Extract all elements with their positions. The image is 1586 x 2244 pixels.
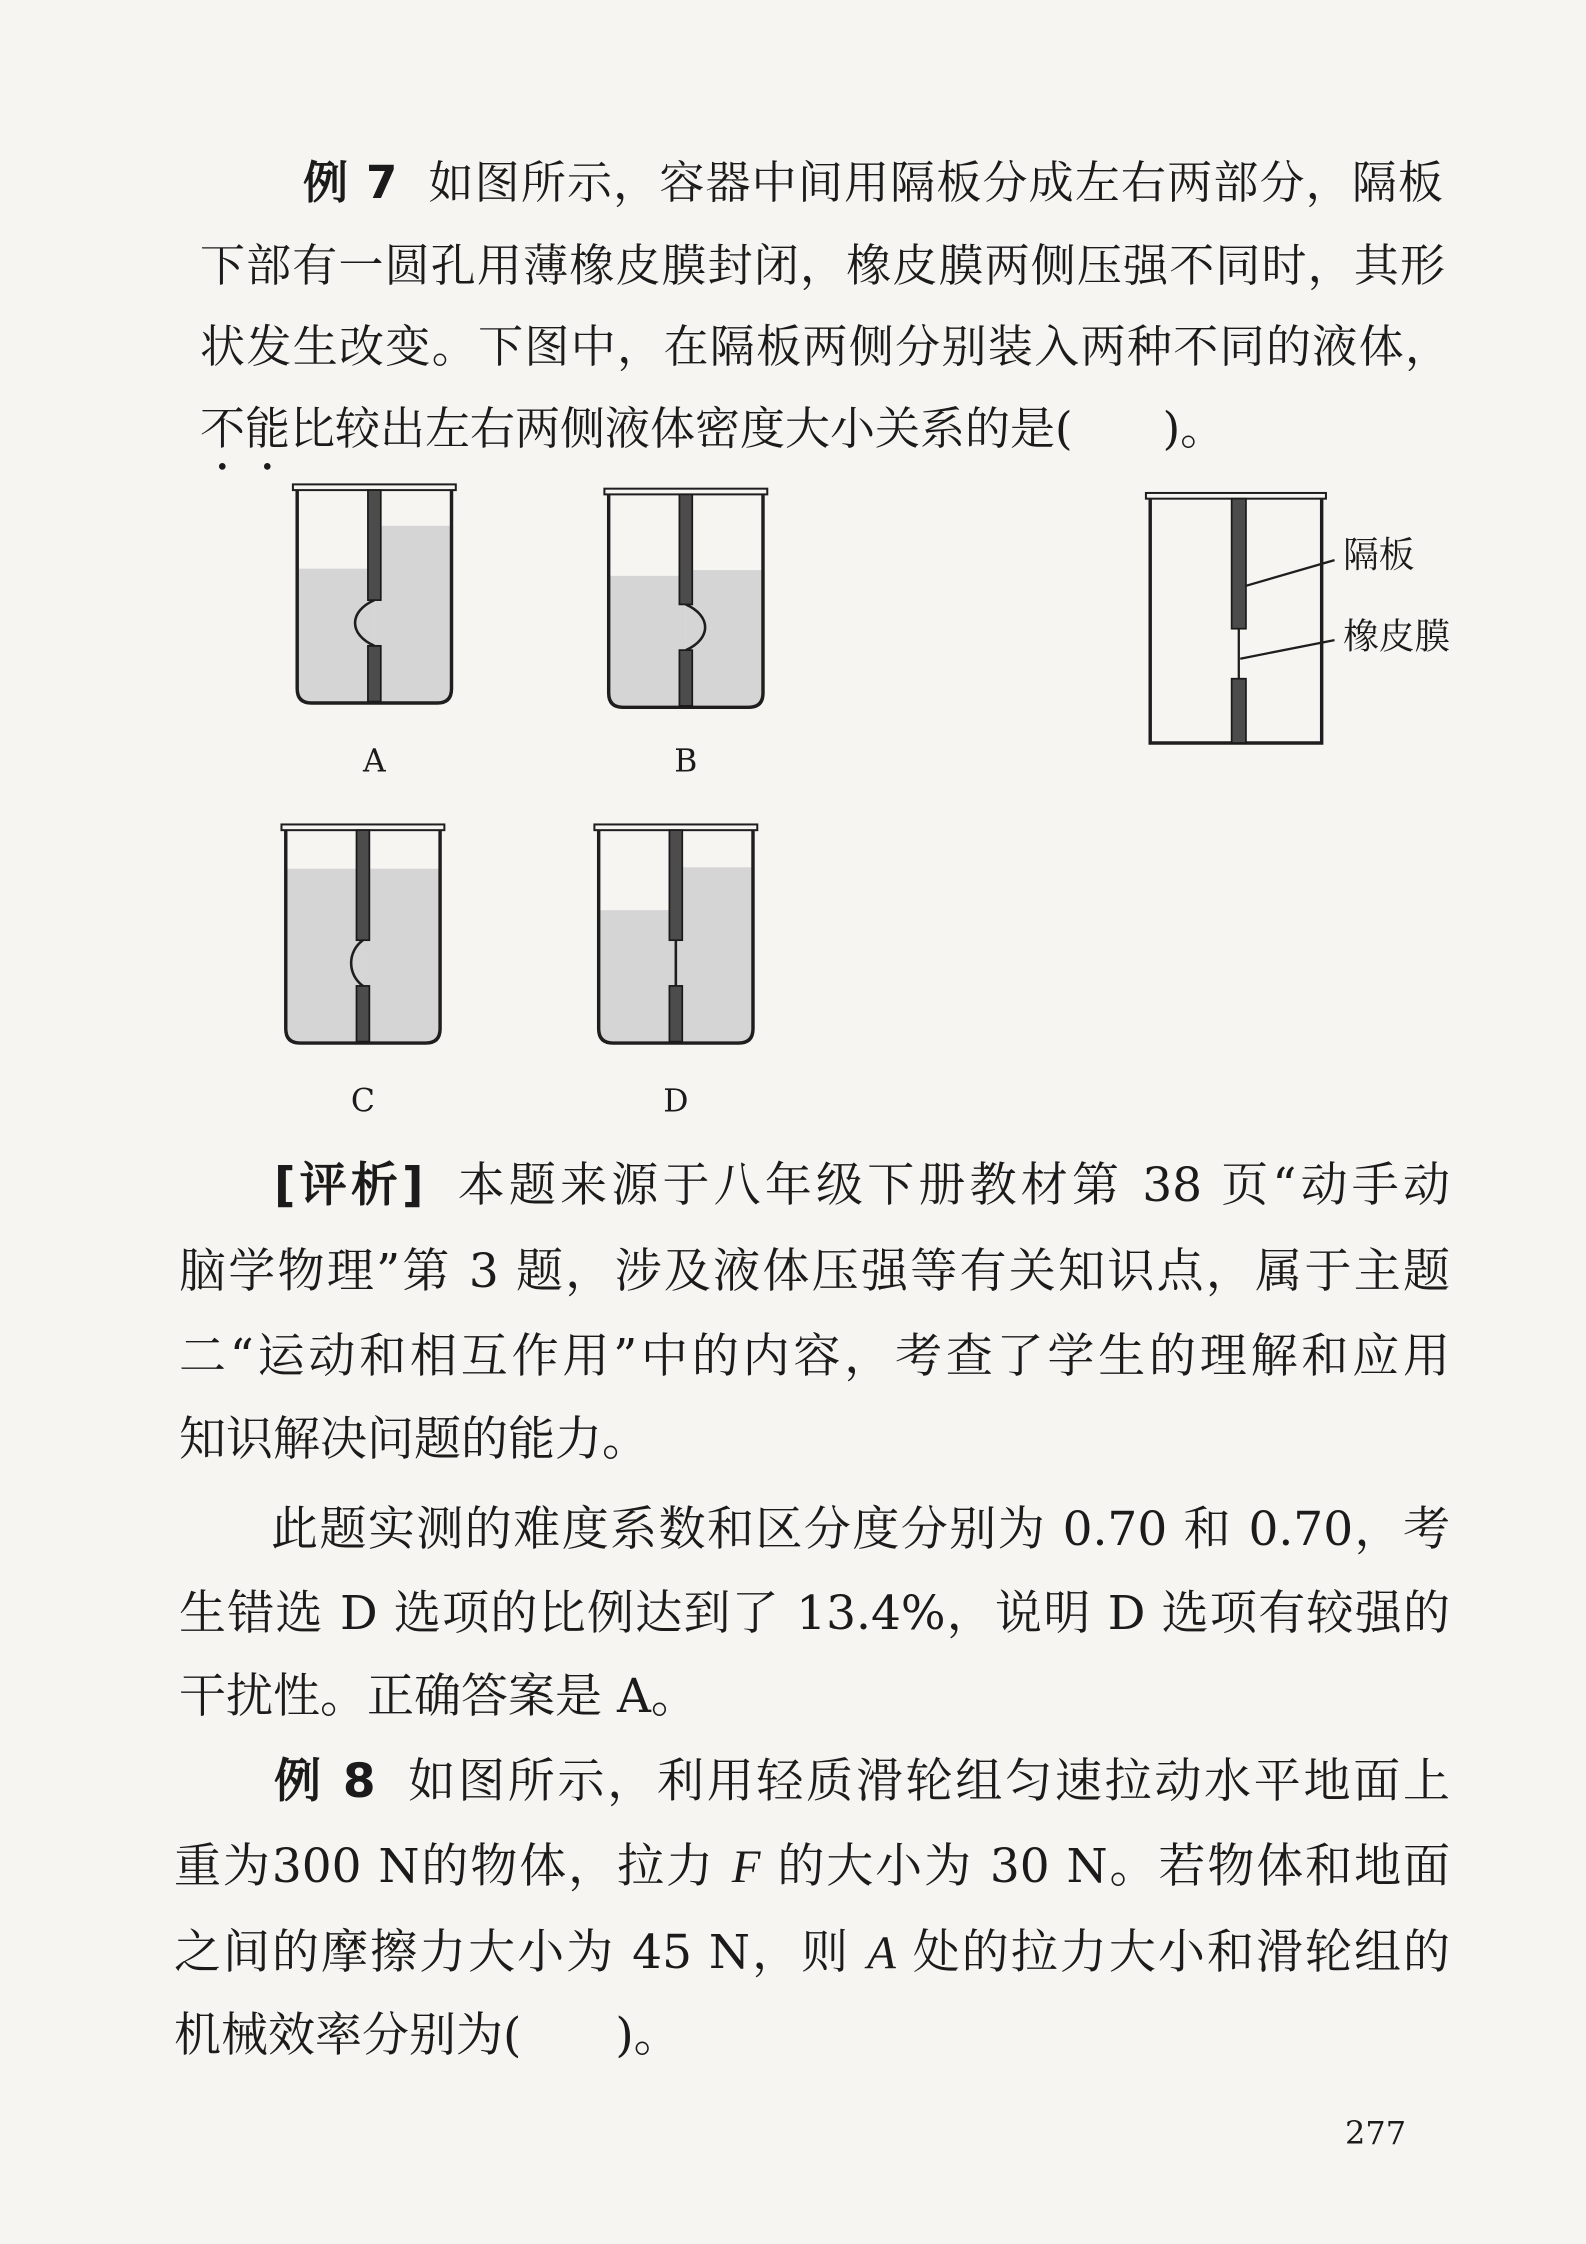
option-label-c: C <box>350 1083 375 1120</box>
membrane-label: 橡皮膜 <box>1343 616 1451 658</box>
partition-upper <box>356 830 369 940</box>
beaker-rim <box>293 484 456 490</box>
partition-upper <box>669 830 682 940</box>
example8-line-1 <box>274 1750 1450 1814</box>
stats-line-3: 干扰性。正确答案是 A。 <box>179 1669 698 1724</box>
beaker-c <box>281 824 444 1054</box>
example7-label: 例 7 <box>303 156 398 209</box>
example8-line2-end: 的大小为 30 N。若物体和地面 <box>760 1839 1451 1894</box>
beaker-wall <box>599 829 753 1043</box>
stats-line-2: 生错选 D 选项的比例达到了 13.4%，说明 D 选项有较强的 <box>179 1586 1450 1641</box>
beaker-a <box>293 484 456 711</box>
analysis-line-3: 二“运动和相互作用”中的内容，考查了学生的理解和应用 <box>179 1329 1450 1384</box>
container-rim <box>1146 493 1326 499</box>
example8-label: 例 8 <box>274 1754 376 1809</box>
partition-lower <box>1232 679 1246 743</box>
example7-line-2: 下部有一圆孔用薄橡皮膜封闭，橡皮膜两侧压强不同时，其形 <box>200 239 1445 292</box>
beaker-wall <box>297 489 451 703</box>
example7-text: 如图所示，容器中间用隔板分成左右两部分，隔板 <box>427 156 1443 209</box>
membrane-leader-line <box>1240 640 1334 659</box>
liquid-left <box>609 576 686 719</box>
force-variable: F <box>731 1841 761 1893</box>
beaker-b <box>604 489 767 728</box>
beaker-rim <box>604 489 767 495</box>
partition-upper <box>679 494 692 604</box>
beaker-wall <box>286 829 440 1043</box>
rubber-membrane <box>351 940 363 986</box>
beaker-wall <box>609 493 763 707</box>
example8-text: 如图所示，利用轻质滑轮组匀速拉动水平地面上 <box>405 1754 1450 1809</box>
liquid-right <box>686 570 766 727</box>
beaker-d <box>594 824 757 1053</box>
rubber-membrane <box>355 600 374 646</box>
beaker-rim <box>594 824 757 830</box>
partition-label: 隔板 <box>1343 535 1415 577</box>
container-wall <box>1150 497 1321 743</box>
option-label-d: D <box>663 1083 689 1120</box>
analysis-line-4: 知识解决问题的能力。 <box>179 1412 649 1467</box>
liquid-right <box>676 867 756 1053</box>
option-label-b: B <box>674 743 698 780</box>
example7-line-3: 状发生改变。下图中，在隔板两侧分别装入两种不同的液体， <box>200 320 1450 373</box>
partition-upper <box>1232 499 1246 629</box>
partition-upper <box>368 490 381 600</box>
partition-lower <box>679 650 692 706</box>
partition-lower <box>368 646 381 702</box>
container-schematic <box>1146 493 1326 743</box>
partition-lower <box>669 986 682 1042</box>
example8-line-4: 机械效率分别为( )。 <box>174 2008 681 2063</box>
example8-line3-start: 之间的摩擦力大小为 45 N，则 <box>174 1925 868 1980</box>
example8-line3-end: 处的拉力大小和滑轮组的 <box>895 1925 1450 1980</box>
liquid-left <box>286 869 363 1055</box>
partition-leader-line <box>1246 560 1335 586</box>
rubber-membrane <box>686 604 705 650</box>
beaker-rim <box>281 824 444 830</box>
example8-line-2 <box>174 1835 1450 1899</box>
example7-line-1 <box>303 151 1443 215</box>
page-number: 277 <box>1345 2114 1407 2152</box>
liquid-left <box>297 569 374 712</box>
analysis-label: [评析] <box>274 1158 424 1213</box>
liquid-right <box>374 526 454 712</box>
example7-line-4 <box>200 397 1225 461</box>
analysis-line-2: 脑学物理”第 3 题，涉及液体压强等有关知识点，属于主题 <box>179 1244 1450 1299</box>
example7-question-end: 比较出左右两侧液体密度大小关系的是( )。 <box>290 402 1226 455</box>
option-label-a: A <box>363 743 386 780</box>
example8-line-3 <box>174 1921 1450 1985</box>
analysis-text: 本题来源于八年级下册教材第 38 页“动手动 <box>453 1158 1450 1213</box>
example8-line2-start: 重为300 N的物体，拉力 <box>174 1839 732 1894</box>
stats-line-1: 此题实测的难度系数和区分度分别为 0.70 和 0.70，考 <box>271 1502 1450 1557</box>
liquid-right <box>363 869 443 1055</box>
analysis-line-1 <box>274 1154 1450 1218</box>
point-variable: A <box>867 1927 896 1979</box>
partition-lower <box>356 986 369 1042</box>
emphasized-text: 不能 <box>200 402 291 455</box>
liquid-left <box>599 910 676 1053</box>
